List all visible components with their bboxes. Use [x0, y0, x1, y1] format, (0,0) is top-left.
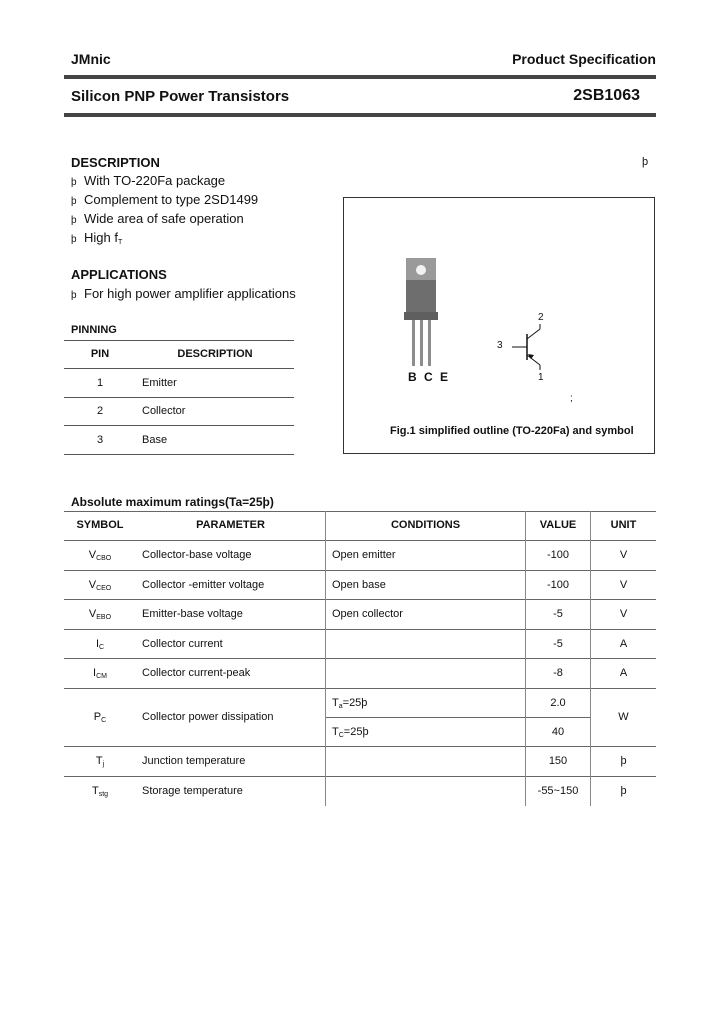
table-row-value: 2.0: [550, 697, 566, 709]
list-item: þ High $f_T$: [71, 228, 258, 247]
table-row-value: -100: [546, 579, 570, 591]
figure-box: [343, 197, 655, 454]
divider: [64, 599, 656, 600]
table-row-unit: V: [619, 608, 628, 620]
table-row-unit: A: [619, 638, 628, 650]
table-row-condition: Open collector: [332, 608, 403, 620]
table-row-parameter: Emitter-base voltage: [142, 608, 243, 620]
list-item: þ Complement to type 2SD1499: [71, 190, 258, 209]
bullet-icon: þ: [71, 177, 77, 188]
applications-list: [71, 284, 296, 303]
divider: [64, 540, 656, 541]
pinning-title: PINNING: [71, 324, 117, 336]
pin-description: Emitter: [142, 377, 177, 389]
pin-header: PIN: [90, 348, 110, 360]
bullet-icon: þ: [71, 215, 77, 226]
divider: [64, 688, 656, 689]
table-row-value: -5: [553, 638, 563, 650]
table-row-symbol: $V_{EBO}$: [88, 608, 112, 621]
divider: [64, 776, 656, 777]
table-row-condition: $T_a=25þ$: [332, 697, 368, 710]
list-item: þ With TO-220Fa package: [71, 171, 258, 190]
table-row-symbol: $I_C$: [95, 638, 105, 651]
header-rule: [64, 75, 656, 79]
divider: [64, 658, 656, 659]
table-row-parameter: Junction temperature: [142, 755, 246, 767]
divider: [64, 340, 294, 341]
table-row-symbol: $I_{CM}$: [93, 667, 107, 680]
package-outline-image: [344, 198, 656, 398]
divider: [64, 368, 294, 369]
col-header-conditions: CONDITIONS: [390, 519, 461, 531]
divider: [326, 717, 590, 718]
table-row-value: -55~150: [537, 785, 579, 797]
bullet-icon: þ: [71, 196, 77, 207]
description-title: DESCRIPTION: [71, 155, 160, 170]
title-rule: [64, 113, 656, 117]
table-row-symbol: $V_{CEO}$: [88, 579, 112, 592]
pin-desc-header: DESCRIPTION: [177, 348, 253, 360]
divider: [64, 454, 294, 455]
brand-name: JMnic: [71, 51, 111, 67]
table-row-parameter: Collector current-peak: [142, 667, 251, 679]
table-row-value: 40: [551, 726, 565, 738]
table-row-symbol: $V_{CBO}$: [88, 549, 112, 562]
col-header-symbol: SYMBOL: [76, 519, 124, 531]
table-row-parameter: Collector-base voltage: [142, 549, 252, 561]
divider: [64, 397, 294, 398]
table-row-unit: W: [618, 711, 629, 723]
table-row-condition: $T_C=25þ$: [332, 726, 369, 739]
table-row-unit: A: [619, 667, 628, 679]
symbol-label-base: 3: [497, 340, 503, 351]
table-row-value: -5: [553, 608, 563, 620]
pin-number: 2: [96, 405, 104, 417]
list-item: þ For high power amplifier applications: [71, 284, 296, 303]
symbol-label-emitter: 1: [538, 372, 544, 383]
description-list: [71, 171, 258, 247]
bullet-icon: þ: [71, 290, 77, 301]
list-item: þ Wide area of safe operation: [71, 209, 258, 228]
bullet-icon: þ: [71, 234, 77, 245]
stray-mark: ;: [570, 393, 573, 404]
divider: [64, 746, 656, 747]
part-number: 2SB1063: [573, 87, 640, 104]
pin-number: 3: [96, 434, 104, 446]
table-row-symbol: $P_C$: [93, 711, 107, 724]
divider: [325, 511, 326, 806]
table-row-symbol: $T_{stg}$: [91, 785, 109, 798]
product-title: Silicon PNP Power Transistors: [71, 88, 290, 105]
divider: [64, 511, 656, 512]
table-row-parameter: Collector power dissipation: [142, 711, 274, 723]
symbol-label-collector: 2: [538, 312, 544, 323]
table-row-value: -8: [553, 667, 563, 679]
pin-description: Collector: [142, 405, 186, 417]
pin-description: Base: [142, 434, 168, 446]
table-row-condition: Open base: [332, 579, 386, 591]
document-type: Product Specification: [512, 51, 656, 67]
table-row-unit: þ: [620, 785, 627, 797]
table-row-unit: V: [619, 549, 628, 561]
figure-caption: Fig.1 simplified outline (TO-220Fa) and symbol: [390, 425, 634, 437]
pin-letters: B C E: [408, 370, 451, 384]
col-header-unit: UNIT: [610, 519, 637, 531]
ratings-title: Absolute maximum ratings(Ta=25þ): [71, 495, 274, 509]
table-row-parameter: Storage temperature: [142, 785, 243, 797]
divider: [64, 570, 656, 571]
table-row-unit: V: [619, 579, 628, 591]
table-row-value: -100: [546, 549, 570, 561]
stray-mark: þ: [642, 156, 649, 168]
table-row-parameter: Collector current: [142, 638, 223, 650]
table-row-value: 150: [548, 755, 568, 767]
col-header-parameter: PARAMETER: [196, 519, 265, 531]
divider: [64, 629, 656, 630]
divider: [64, 425, 294, 426]
applications-title: APPLICATIONS: [71, 267, 167, 282]
table-row-symbol: $T_j$: [95, 755, 105, 768]
col-header-value: VALUE: [539, 519, 577, 531]
table-row-parameter: Collector -emitter voltage: [142, 579, 265, 591]
pin-number: 1: [96, 377, 104, 389]
table-row-unit: þ: [620, 755, 627, 767]
table-row-condition: Open emitter: [332, 549, 396, 561]
